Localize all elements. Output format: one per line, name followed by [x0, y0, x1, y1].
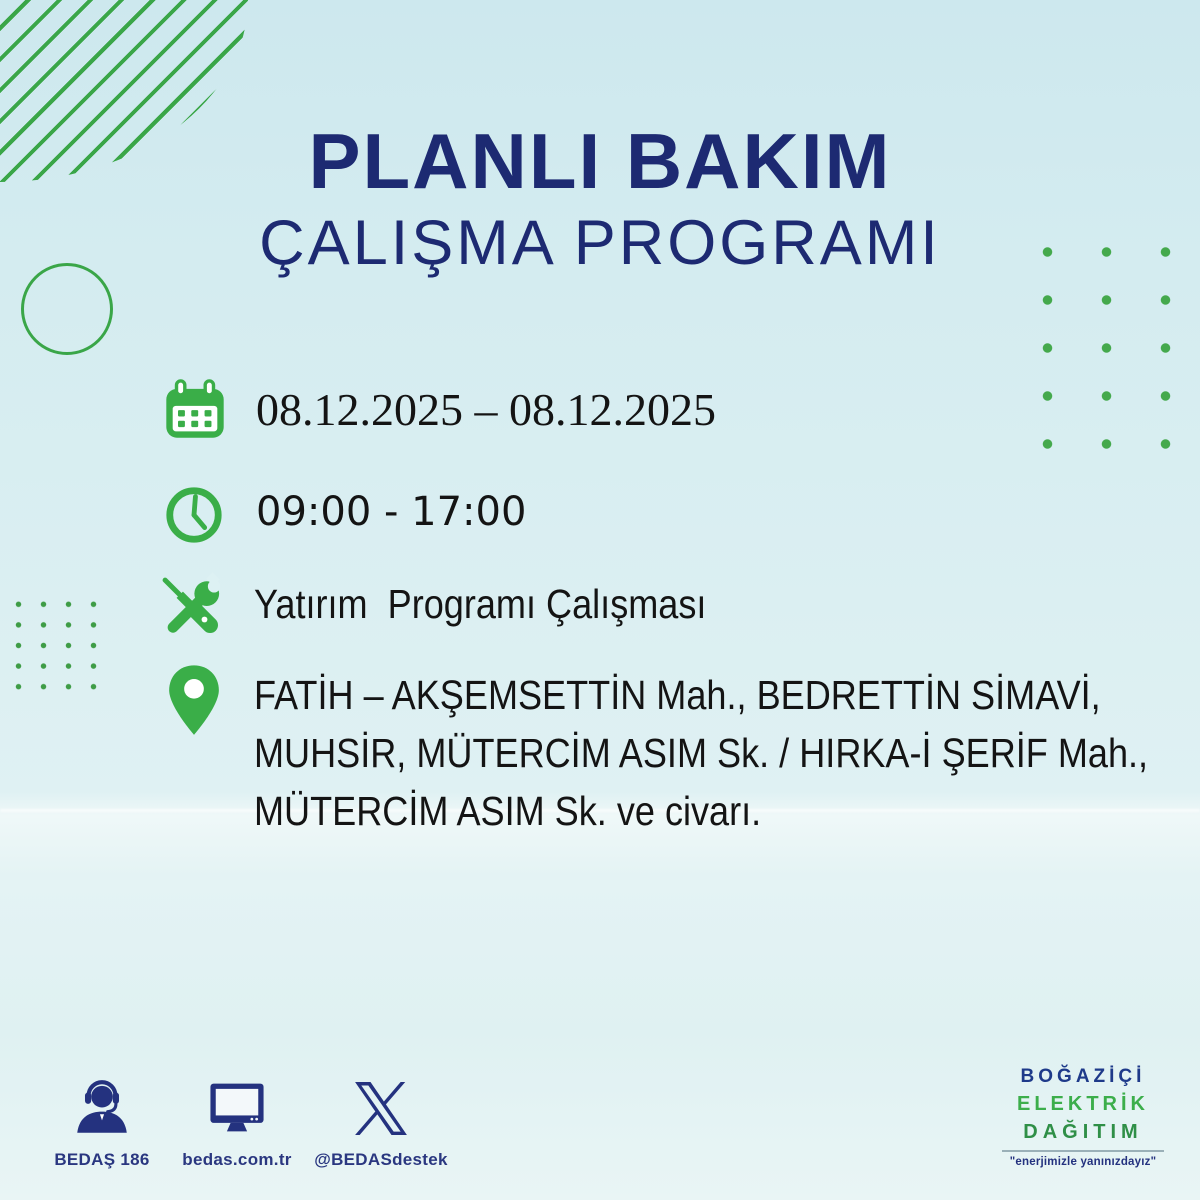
- location-text-block: [254, 666, 1200, 840]
- date-range-value: 08.12.2025 – 08.12.2025: [256, 384, 716, 435]
- contact-call-center: [27, 1072, 177, 1170]
- logo-line-bogazici: BOĞAZİÇİ: [1020, 1066, 1146, 1087]
- poster-title-line2: ÇALIŞMA PROGRAMI: [259, 208, 941, 278]
- clock-icon: [163, 484, 225, 551]
- social-handle-label: @BEDASdestek: [314, 1150, 448, 1169]
- location-line: MÜTERCİM ASIM Sk. ve civarı.: [254, 788, 762, 834]
- location-pin-icon: [164, 663, 224, 744]
- logo-line-elektrik: ELEKTRİK: [1017, 1093, 1149, 1115]
- logo-divider-line: [1002, 1150, 1164, 1152]
- contact-website: [162, 1072, 312, 1170]
- logo-line-dagitim: DAĞITIM: [1023, 1121, 1143, 1143]
- company-logo: [998, 1066, 1168, 1168]
- logo-tagline: "enerjimizle yanınızdayız": [1009, 1156, 1157, 1168]
- dot-grid-left-decoration: [6, 594, 106, 697]
- call-center-label: BEDAŞ 186: [54, 1150, 150, 1169]
- work-type-value: Yatırım Programı Çalışması: [254, 581, 707, 627]
- location-line: FATİH – AKŞEMSETTİN Mah., BEDRETTİN SİMAVİ,: [254, 672, 1101, 718]
- time-range-value: 09:00 - 17:00: [256, 489, 527, 535]
- x-twitter-icon: [306, 1072, 456, 1144]
- poster-title-line1: PLANLI BAKIM: [308, 117, 892, 205]
- calendar-icon: [161, 375, 229, 448]
- website-label: bedas.com.tr: [182, 1150, 292, 1169]
- contact-social: [306, 1072, 456, 1170]
- tools-icon: [155, 570, 227, 647]
- circle-outline-decoration: [21, 263, 113, 355]
- headset-agent-icon: [27, 1072, 177, 1144]
- location-line: MUHSİR, MÜTERCİM ASIM Sk. / HIRKA-İ ŞERİF Mah.,: [254, 730, 1149, 776]
- monitor-icon: [162, 1072, 312, 1144]
